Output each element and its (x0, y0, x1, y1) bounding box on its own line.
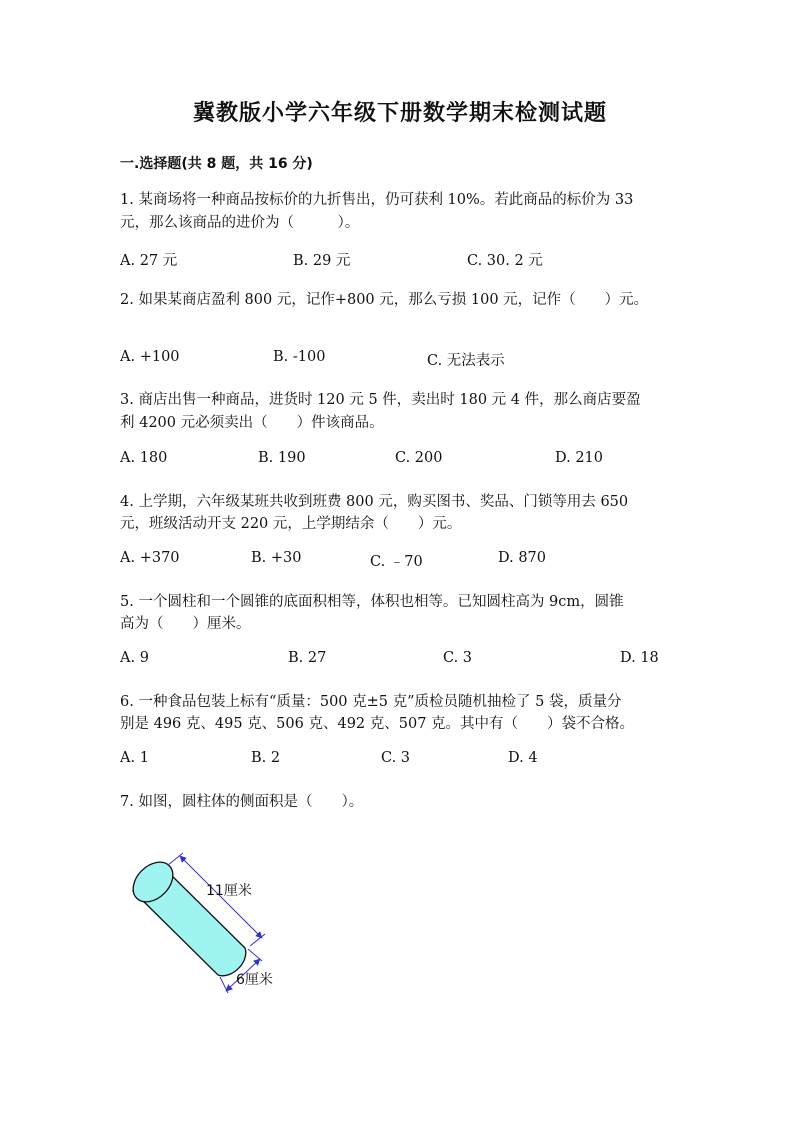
question-1-line-2: 元，那么该商品的进价为（ ）。 (120, 215, 360, 231)
question-4-option-b: B. +30 (251, 550, 302, 566)
question-1-option-c: C. 30. 2 元 (467, 253, 543, 269)
question-6-option-a: A. 1 (120, 750, 149, 766)
question-5-option-b: B. 27 (288, 650, 327, 666)
question-2-option-c: C. 无法表示 (427, 353, 505, 369)
question-4-option-a: A. +370 (120, 550, 180, 566)
question-5-line-2: 高为（ ）厘米。 (120, 616, 251, 632)
question-4-line-1: 4. 上学期，六年级某班共收到班费 800 元，购买图书、奖品、门锁等用去 650 (120, 494, 629, 510)
question-1-option-a: A. 27 元 (120, 253, 178, 269)
question-3-line-1: 3. 商店出售一种商品，进货时 120 元 5 件，卖出时 180 元 4 件，那么商店要盈 (120, 392, 641, 408)
diameter-label: 6厘米 (236, 972, 273, 988)
length-extension-bottom (250, 934, 265, 946)
question-3-option-c: C. 200 (395, 450, 443, 466)
question-3-option-b: B. 190 (258, 450, 306, 466)
question-5-option-a: A. 9 (120, 650, 149, 666)
question-1-line-1: 1. 某商场将一种商品按标价的九折售出，仍可获利 10%。若此商品的标价为 33 (120, 192, 634, 208)
question-6-option-c: C. 3 (381, 750, 411, 766)
question-1-option-b: B. 29 元 (293, 253, 351, 269)
question-6-line-2: 别是 496 克、495 克、506 克、492 克、507 克。其中有（ ）袋不合格。 (120, 716, 635, 732)
page-title: 冀教版小学六年级下册数学期末检测试题 (192, 101, 607, 126)
question-4-option-c: C. ﹣70 (370, 554, 423, 570)
question-3-option-a: A. 180 (120, 450, 168, 466)
question-7-line-1: 7. 如图，圆柱体的侧面积是（ ）。 (120, 794, 364, 810)
question-2-option-b: B. -100 (273, 349, 326, 365)
question-5-line-1: 5. 一个圆柱和一个圆锥的底面积相等，体积也相等。已知圆柱高为 9cm，圆锥 (120, 594, 624, 610)
question-6-line-1: 6. 一种食品包装上标有“质量：500 克±5 克”质检员随机抽检了 5 袋，质量分 (120, 694, 622, 710)
cylinder-figure (120, 845, 300, 1005)
question-3-option-d: D. 210 (555, 450, 604, 466)
length-label: 11厘米 (206, 883, 252, 899)
question-3-line-2: 利 4200 元必须卖出（ ）件该商品。 (120, 415, 384, 431)
question-2-option-a: A. +100 (120, 349, 180, 365)
question-6-option-d: D. 4 (508, 750, 538, 766)
question-4-line-2: 元，班级活动开支 220 元，上学期结余（ ）元。 (120, 516, 462, 532)
question-5-option-c: C. 3 (443, 650, 473, 666)
question-4-option-d: D. 870 (498, 550, 547, 566)
question-2-line-1: 2. 如果某商店盈利 800 元，记作+800 元，那么亏损 100 元，记作（ ）元。 (120, 292, 649, 308)
question-6-option-b: B. 2 (251, 750, 281, 766)
question-5-option-d: D. 18 (620, 650, 659, 666)
length-extension-top (168, 853, 183, 865)
section-heading: 一.选择题(共 8 题，共 16 分) (120, 156, 313, 172)
